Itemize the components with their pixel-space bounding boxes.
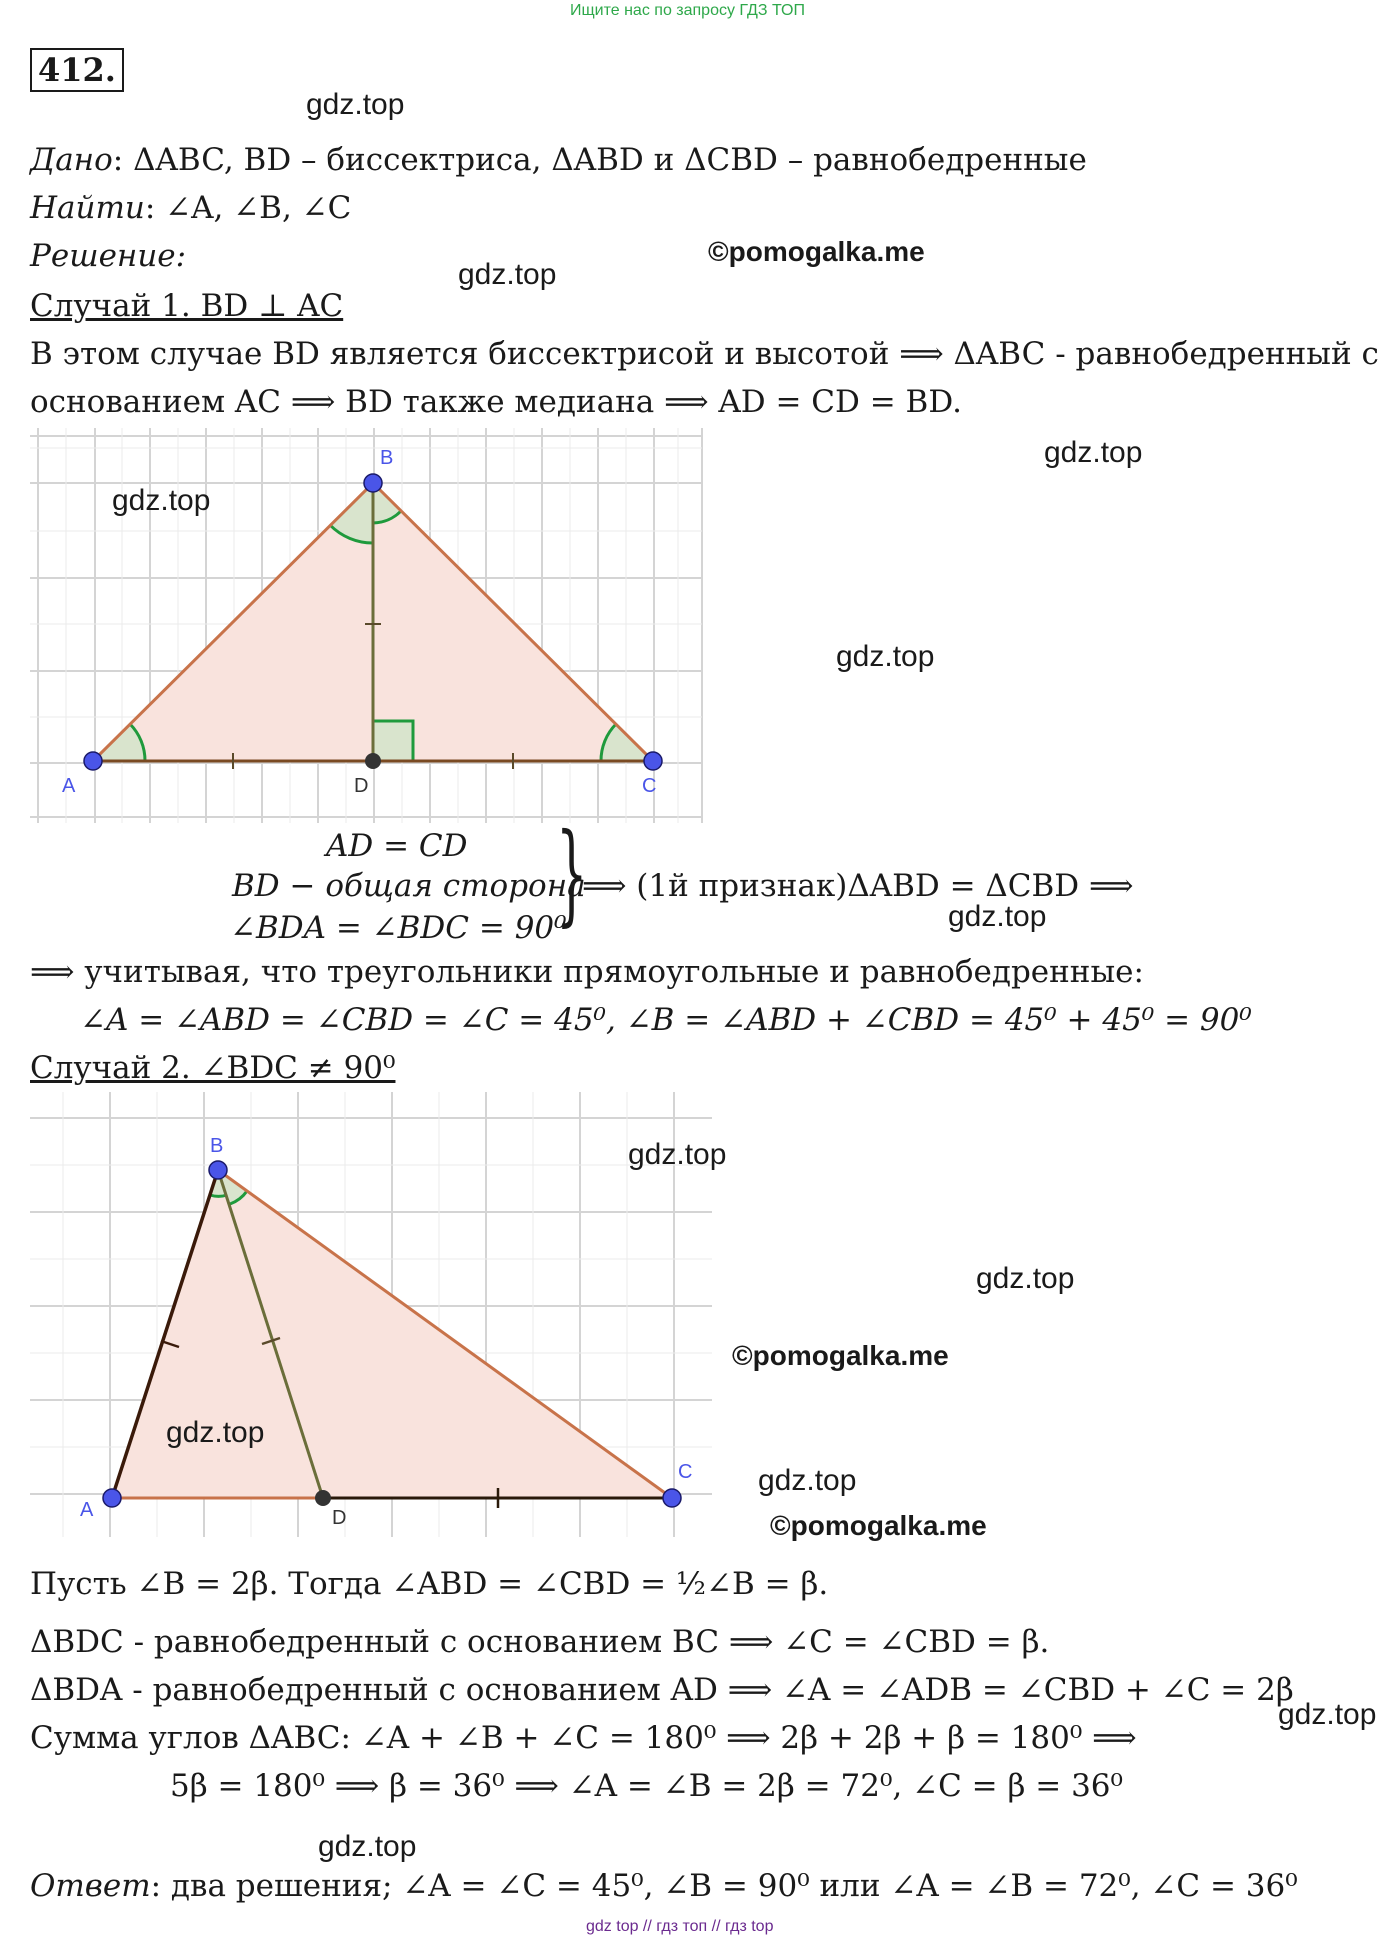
given-line <box>30 140 1087 180</box>
watermark-pomogalka: ©pomogalka.me <box>732 1340 949 1371</box>
watermark-gdz: gdz.top <box>458 258 557 291</box>
case2-line2: ΔBDC - равнобедренный с основанием BC ⟹ ∠C = ∠CBD = β. <box>30 1624 1050 1660</box>
case1-title: Случай 1. BD ⊥ AC <box>30 288 344 324</box>
case2-line3: ΔBDA - равнобедренный с основанием AD ⟹ ∠A = ∠ADB = ∠CBD + ∠C = 2β <box>30 1672 1294 1708</box>
case1-line3: ⟹ учитывая, что треугольники прямоугольные и равнобедренные: <box>30 954 1144 990</box>
given-label: Дано <box>30 142 113 178</box>
watermark-pomogalka: ©pomogalka.me <box>770 1510 987 1541</box>
problem-number: 412. <box>30 48 124 92</box>
point-b <box>364 474 382 492</box>
footer-links[interactable]: gdz top // гдз топ // гдз top <box>586 1918 774 1935</box>
case2-line1: Пусть ∠B = 2β. Тогда ∠ABD = ∠CBD = ½∠B = β. <box>30 1566 829 1602</box>
watermark-gdz: gdz.top <box>758 1464 857 1497</box>
right-angle-mark <box>373 721 413 761</box>
watermark-pomogalka: ©pomogalka.me <box>708 236 925 267</box>
label-c: C <box>678 1461 693 1483</box>
case2-title: Случай 2. ∠BDC ≠ 90⁰ <box>30 1050 396 1086</box>
watermark-gdz: gdz.top <box>836 640 935 673</box>
label-d: D <box>332 1507 347 1529</box>
case1-line1: В этом случае BD является биссектрисой и высотой ⟹ ΔABC - равнобедренный с <box>30 336 1379 372</box>
watermark-gdz: gdz.top <box>112 484 211 517</box>
answer-line <box>30 1866 1298 1906</box>
case1-line4: ∠A = ∠ABD = ∠CBD = ∠C = 45⁰, ∠B = ∠ABD + ∠CBD = 45⁰ + 45⁰ = 90⁰ <box>80 1002 1252 1038</box>
find-line <box>30 188 351 228</box>
watermark-gdz: gdz.top <box>976 1262 1075 1295</box>
top-banner: Ищите нас по запросу ГДЗ ТОП <box>570 2 805 19</box>
case2-line5: 5β = 180⁰ ⟹ β = 36⁰ ⟹ ∠A = ∠B = 2β = 72⁰, ∠C = β = 36⁰ <box>170 1768 1123 1804</box>
point-c <box>663 1489 681 1507</box>
case1-sys-result: ⟹ (1й признак)ΔABD = ΔCBD ⟹ <box>582 868 1134 904</box>
label-a: A <box>62 775 76 797</box>
watermark-gdz: gdz.top <box>1278 1698 1377 1731</box>
point-a <box>84 752 102 770</box>
point-a <box>103 1489 121 1507</box>
watermark-gdz: gdz.top <box>318 1830 417 1863</box>
case1-sys2: BD − общая сторона <box>232 868 586 904</box>
label-b: B <box>380 447 394 469</box>
watermark-gdz: gdz.top <box>628 1138 727 1171</box>
label-d: D <box>354 775 369 797</box>
point-d <box>365 753 381 769</box>
watermark-gdz: gdz.top <box>1044 436 1143 469</box>
watermark-gdz: gdz.top <box>166 1416 265 1449</box>
case1-line2: основанием AC ⟹ BD также медиана ⟹ AD = CD = BD. <box>30 384 962 420</box>
case1-sys3: ∠BDA = ∠BDC = 90⁰ <box>230 910 567 946</box>
given-text: : ΔABC, BD – биссектриса, ΔABD и ΔCBD – равнобедренные <box>112 142 1087 178</box>
watermark-gdz: gdz.top <box>948 900 1047 933</box>
point-c <box>644 752 662 770</box>
case2-line4: Сумма углов ΔABC: ∠A + ∠B + ∠C = 180⁰ ⟹ 2β + 2β + β = 180⁰ ⟹ <box>30 1720 1137 1756</box>
system-brace: } <box>556 809 588 937</box>
label-c: C <box>642 775 657 797</box>
answer-label: Ответ <box>30 1868 151 1904</box>
label-b: B <box>210 1135 224 1157</box>
case1-sys1: AD = CD <box>326 828 468 864</box>
figure-case2 <box>30 1092 720 1542</box>
answer-text: : два решения; ∠A = ∠C = 45⁰, ∠B = 90⁰ или ∠A = ∠B = 72⁰, ∠C = 36⁰ <box>150 1868 1298 1904</box>
label-a: A <box>80 1499 94 1521</box>
solution-label: Решение: <box>30 238 187 274</box>
point-d <box>315 1490 331 1506</box>
watermark-gdz: gdz.top <box>306 88 405 121</box>
find-label: Найти <box>30 190 145 226</box>
point-b <box>209 1161 227 1179</box>
find-text: : ∠A, ∠B, ∠C <box>144 190 352 226</box>
